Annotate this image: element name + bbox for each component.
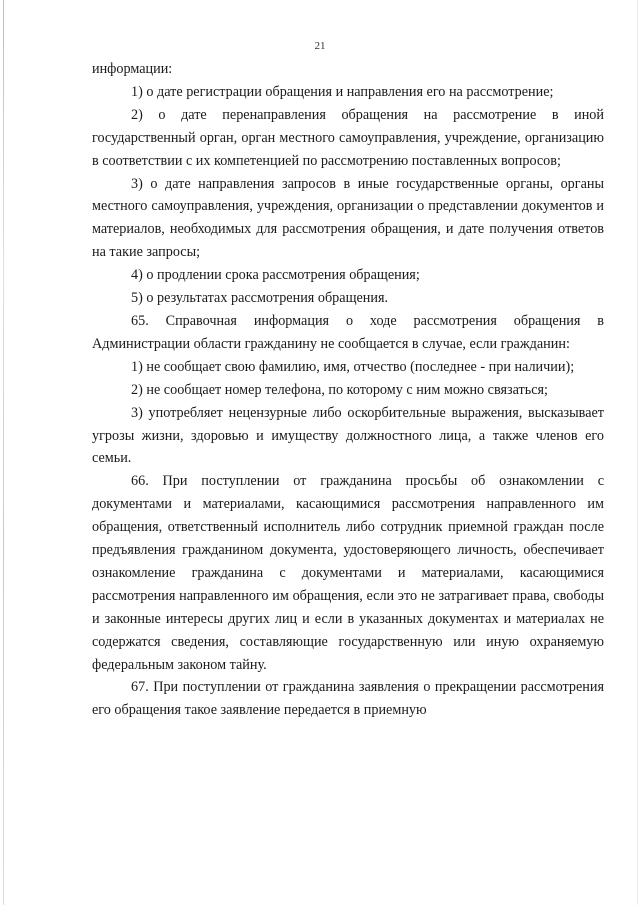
paragraph: 2) не сообщает номер телефона, по которому с ним можно связаться; [131, 381, 548, 398]
scan-edge-left [3, 0, 4, 905]
paragraph: 3) о дате направления запросов в иные государственные органы, органы местного самоуправления, учреждения, организации о представлении документов и материалов, необходимых для рассмотрения обращения, и дате получения ответов на такие запросы; [92, 175, 604, 261]
paragraph: 4) о продлении срока рассмотрения обращения; [131, 267, 420, 284]
scan-edge-right [637, 0, 638, 905]
body-text [92, 58, 604, 722]
paragraph: 1) не сообщает свою фамилию, имя, отчество (последнее - при наличии); [131, 358, 575, 375]
page-number: 21 [314, 40, 326, 52]
paragraph: 66. При поступлении от гражданина просьбы об ознакомлении с документами и материалами, касающимися рассмотрения направленного им обращения, ответственный исполнитель либо сотрудник приемной граждан после предъявления гражданином документа, удостоверяющего личность, обеспечивает ознакомление гражданина с документами и материалами, касающимися рассмотрения направленного им обращения, если это не затрагивает права, свободы и законные интересы других лиц и если в указанных документах и материалах не содержатся сведения, составляющие государственную или иную охраняемую федеральным законом тайну. [92, 473, 604, 673]
paragraph: 5) о результатах рассмотрения обращения. [131, 290, 389, 307]
paragraph: 3) употребляет нецензурные либо оскорбительные выражения, высказывает угрозы жизни, здоровью и имуществу должностного лица, а также членов его семьи. [92, 404, 604, 467]
paragraph: 67. При поступлении от гражданина заявления о прекращении рассмотрения его обращения такое заявление передается в приемную [92, 679, 604, 719]
paragraph: 65. Справочная информация о ходе рассмотрения обращения в Администрации области гражданину не сообщается в случае, если гражданин: [92, 312, 604, 352]
paragraph: 1) о дате регистрации обращения и направления его на рассмотрение; [131, 83, 554, 100]
paragraph: 2) о дате перенаправления обращения на рассмотрение в иной государственный орган, орган местного самоуправления, учреждение, организацию в соответствии с их компетенцией по рассмотрению поставленных вопросов; [92, 106, 604, 169]
paragraph: информации: [92, 61, 173, 77]
